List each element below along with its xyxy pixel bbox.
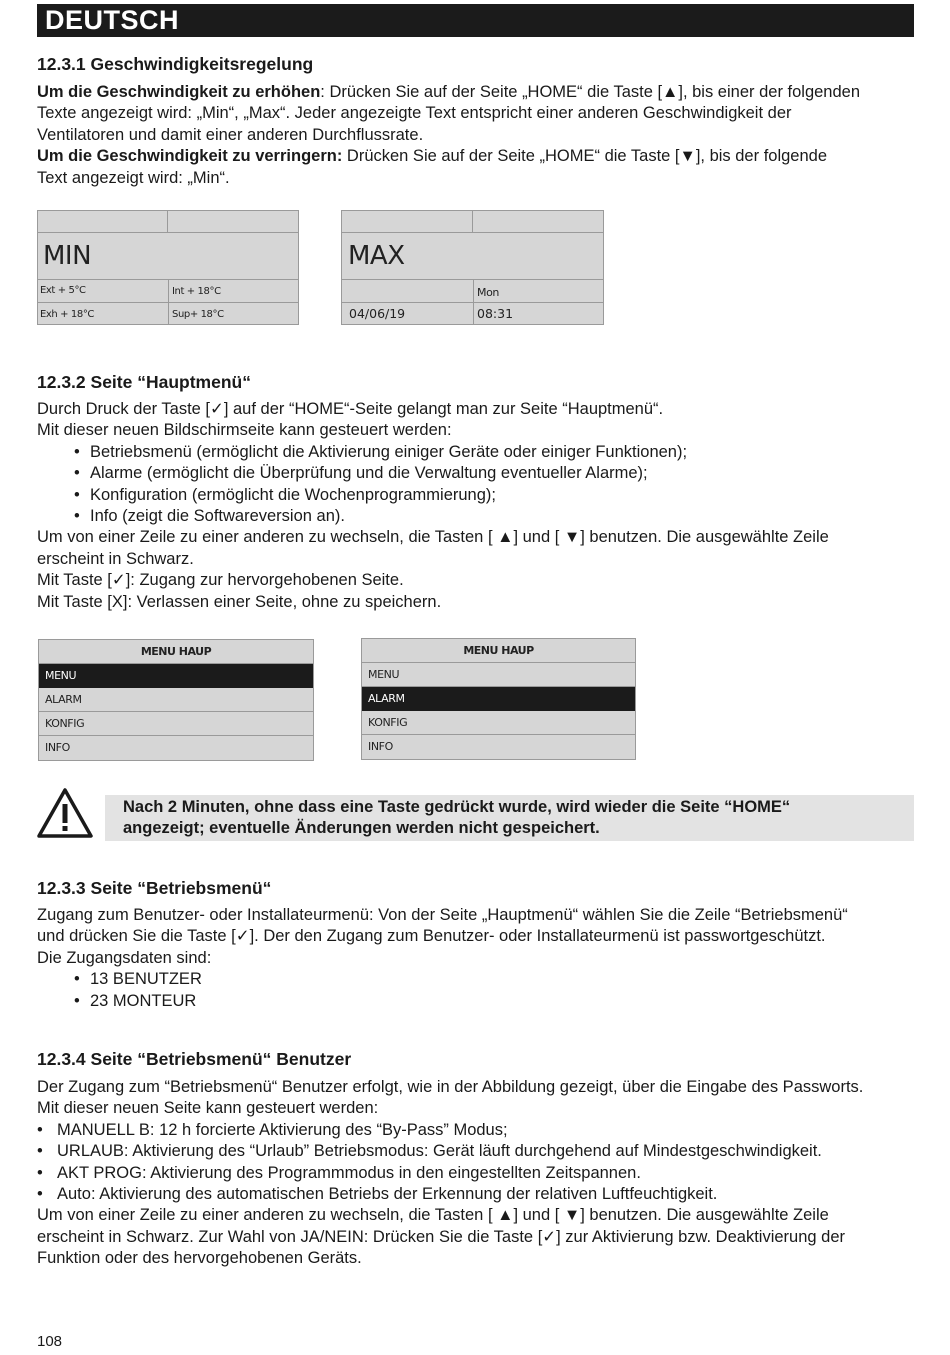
int-temp: Int + 18°C — [172, 286, 221, 297]
exh-temp: Exh + 18°C — [40, 309, 95, 320]
list-item: • Konfiguration (ermöglicht die Wochenprogrammierung); — [74, 485, 496, 504]
list-item: • 23 MONTEUR — [74, 991, 197, 1010]
menu-screen-alarm-selected — [361, 638, 636, 760]
weekday: Mon — [477, 286, 499, 299]
speed-mode-label: MIN — [43, 241, 92, 271]
text-span: Drücken Sie auf der Seite „HOME“ die Taste [▼], bis der folgende — [342, 147, 827, 166]
lcd-cell — [473, 211, 603, 233]
list-item-text: MANUELL B: 12 h forcierte Aktivierung des “By-Pass” Modus; — [57, 1120, 508, 1139]
lcd-screen-min — [37, 210, 299, 325]
section-12-3-4-text — [37, 1077, 913, 1270]
menu-screen-menu-selected — [38, 639, 314, 761]
section-12-3-2-text — [37, 399, 913, 613]
text-line: Der Zugang zum “Betriebsmenü“ Benutzer erfolgt, wie in der Abbildung gezeigt, über die Eingabe des Passworts. — [37, 1078, 864, 1096]
section-title-12-3-4: 12.3.4 Seite “Betriebsmenü“ Benutzer — [37, 1049, 352, 1069]
language-header: DEUTSCH — [37, 4, 914, 37]
speed-mode-label: MAX — [348, 241, 405, 271]
sup-temp: Sup+ 18°C — [172, 309, 224, 320]
lcd-screen-max — [341, 210, 604, 325]
list-item-text: Alarme (ermöglicht die Überprüfung und die Verwaltung eventueller Alarme); — [90, 464, 648, 483]
warning-icon — [37, 787, 93, 839]
bold-phrase: Um die Geschwindigkeit zu verringern: — [37, 147, 343, 166]
text-line: angezeigt; eventuelle Änderungen werden nicht gespeichert. — [123, 819, 600, 838]
section-title-12-3-3: 12.3.3 Seite “Betriebsmenü“ — [37, 878, 272, 898]
list-item-text: Betriebsmenü (ermöglicht die Aktivierung einiger Geräte oder einiger Funktionen); — [90, 442, 688, 461]
menu-item-konfig[interactable]: KONFIG — [362, 711, 635, 735]
text-line: Um von einer Zeile zu einer anderen zu wechseln, die Tasten [ ▲] und [ ▼] benutzen. Die ausgewählte Zeile — [37, 528, 829, 547]
lcd-cell — [38, 211, 168, 233]
ext-temp: Ext + 5°C — [40, 285, 86, 296]
text-span: : Drücken Sie auf der Seite „HOME“ die Taste [▲], bis einer der folgenden — [320, 83, 861, 101]
list-item-text: 23 MONTEUR — [90, 991, 197, 1010]
text-line: erscheint in Schwarz. Zur Wahl von JA/NEIN: Drücken Sie die Taste [✓] zur Aktivierung bzw. Deaktivierung der — [37, 1227, 845, 1246]
date: 04/06/19 — [349, 306, 406, 321]
list-item-text: 13 BENUTZER — [90, 970, 202, 989]
text-line: und drücken Sie die Taste [✓]. Der den Zugang zum Benutzer- oder Installateurmenü ist passwortgeschützt. — [37, 927, 826, 946]
text-line: Die Zugangsdaten sind: — [37, 948, 212, 967]
text-line: Funktion oder des hervorgehobenen Geräts. — [37, 1249, 362, 1268]
text-line: Um von einer Zeile zu einer anderen zu wechseln, die Tasten [ ▲] und [ ▼] benutzen. Die ausgewählte Zeile — [37, 1206, 829, 1225]
text-line — [37, 82, 913, 103]
list-item: • MANUELL B: 12 h forcierte Aktivierung des “By-Pass” Modus; — [37, 1120, 508, 1139]
list-item: • 13 BENUTZER — [74, 970, 202, 989]
lcd-cell — [342, 211, 473, 233]
list-item-text: Info (zeigt die Softwareversion an). — [90, 507, 345, 526]
text-line: Zugang zum Benutzer- oder Installateurmenü: Von der Seite „Hauptmenü“ wählen Sie die Zeile “Betriebsmenü“ — [37, 906, 848, 924]
menu-item-menu[interactable]: MENU — [362, 663, 635, 687]
list-item: • Betriebsmenü (ermöglicht die Aktivierung einiger Geräte oder einiger Funktionen); — [74, 442, 688, 461]
list-item: • URLAUB: Aktivierung des “Urlaub” Betriebsmodus: Gerät läuft durchgehend auf Mindestgeschwindigkeit. — [37, 1142, 822, 1161]
lcd-cell — [168, 211, 298, 233]
menu-item-konfig[interactable]: KONFIG — [39, 712, 313, 736]
list-item-text: Auto: Aktivierung des automatischen Betriebs der Erkennung der relativen Luftfeuchtigkeit. — [57, 1185, 718, 1204]
text-line: Mit dieser neuen Seite kann gesteuert werden: — [37, 1099, 379, 1118]
text-line — [37, 146, 913, 167]
time: 08:31 — [477, 306, 514, 321]
menu-item-info[interactable]: INFO — [368, 740, 393, 753]
section-title-12-3-2: 12.3.2 Seite “Hauptmenü“ — [37, 372, 251, 392]
text-line: Durch Druck der Taste [✓] auf der “HOME“-Seite gelangt man zur Seite “Hauptmenü“. — [37, 400, 664, 418]
list-item: • AKT PROG: Aktivierung des Programmmodus in den eingestellten Zeitspannen. — [37, 1163, 641, 1182]
text-line: Mit Taste [X]: Verlassen einer Seite, ohne zu speichern. — [37, 592, 442, 611]
section-title-12-3-1: 12.3.1 Geschwindigkeitsregelung — [37, 54, 314, 74]
section-12-3-1-text — [37, 82, 913, 189]
text-line: Nach 2 Minuten, ohne dass eine Taste gedrückt wurde, wird wieder die Seite “HOME“ — [123, 798, 791, 816]
list-item-text: AKT PROG: Aktivierung des Programmmodus in den eingestellten Zeitspannen. — [57, 1163, 641, 1182]
warning-text — [123, 797, 913, 840]
menu-item-alarm[interactable]: ALARM — [39, 688, 313, 712]
menu-item-menu[interactable]: MENU — [39, 664, 313, 688]
list-item-text: Konfiguration (ermöglicht die Wochenprogrammierung); — [90, 485, 496, 504]
list-item: • Auto: Aktivierung des automatischen Betriebs der Erkennung der relativen Luftfeuchtigkeit. — [37, 1185, 718, 1204]
page-number: 108 — [37, 1333, 63, 1350]
bold-phrase: Um die Geschwindigkeit zu erhöhen — [37, 83, 321, 101]
list-item: • Alarme (ermöglicht die Überprüfung und die Verwaltung eventueller Alarme); — [74, 464, 648, 483]
text-line: Mit dieser neuen Bildschirmseite kann gesteuert werden: — [37, 421, 452, 440]
lcd-divider — [342, 302, 603, 303]
text-line: Texte angezeigt wird: „Min“, „Max“. Jeder angezeigte Text entspricht einer anderen Geschwindigkeit der — [37, 104, 792, 123]
menu-item-alarm[interactable]: ALARM — [362, 687, 635, 711]
menu-title: MENU HAUP — [39, 640, 313, 664]
menu-title: MENU HAUP — [362, 639, 635, 663]
text-line: Mit Taste [✓]: Zugang zur hervorgehobenen Seite. — [37, 571, 404, 590]
text-line: Text angezeigt wird: „Min“. — [37, 168, 230, 187]
lcd-divider — [38, 302, 298, 303]
list-item: • Info (zeigt die Softwareversion an). — [74, 507, 345, 526]
section-12-3-3-text — [37, 905, 913, 1012]
text-line: Ventilatoren und damit einer anderen Durchflussrate. — [37, 125, 424, 144]
menu-item-info[interactable]: INFO — [45, 741, 70, 754]
list-item-text: URLAUB: Aktivierung des “Urlaub” Betriebsmodus: Gerät läuft durchgehend auf Mindestgeschwindigkeit. — [57, 1142, 822, 1161]
text-line: erscheint in Schwarz. — [37, 549, 194, 568]
